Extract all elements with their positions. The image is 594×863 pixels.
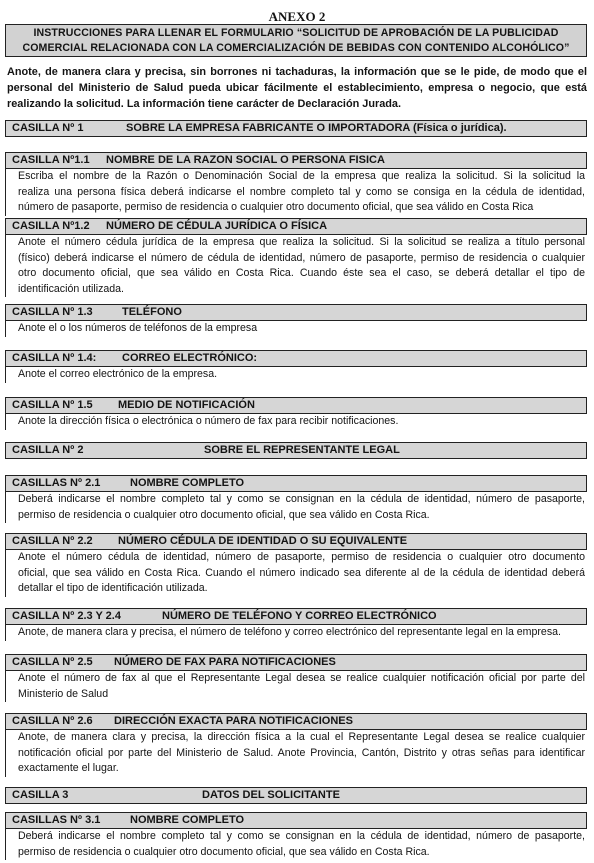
- section-body-casilla-1-1: [5, 169, 587, 216]
- section-heading: MEDIO DE NOTIFICACIÓN: [118, 399, 255, 411]
- body-line: permiso de residencia o cualquier otro documento oficial, que sea válido en Costa Rica.: [18, 845, 430, 858]
- body-line: Anote el o los números de teléfonos de la empresa: [18, 322, 258, 334]
- section-label: CASILLA Nº1.1: [12, 154, 90, 166]
- section-label: CASILLAS Nº 2.1: [12, 477, 101, 489]
- section-label: CASILLA Nº 2.2: [12, 535, 93, 547]
- section-header-casilla-3: [5, 787, 587, 804]
- section-body-casilla-1-2: [5, 235, 587, 297]
- section-heading: TELÉFONO: [122, 306, 182, 318]
- section-heading: NÚMERO DE TELÉFONO Y CORREO ELECTRÓNICO: [162, 610, 437, 622]
- section-heading: NÚMERO CÉDULA DE IDENTIDAD O SU EQUIVALENTE: [118, 535, 408, 547]
- section-header-casilla-1-2: [5, 218, 587, 235]
- section-heading: DATOS DEL SOLICITANTE: [202, 789, 340, 801]
- body-line: permiso de residencia o cualquier otro documento oficial, que sea válido en Costa Rica.: [18, 508, 430, 521]
- section-label: CASILLA Nº 2: [12, 444, 84, 456]
- body-line: detallar el tipo de identificación utilizada.: [18, 582, 208, 594]
- section-heading: NOMBRE DE LA RAZON SOCIAL O PERSONA FISICA: [106, 154, 385, 166]
- section-header-casilla-1-3: [5, 304, 587, 321]
- section-heading: NOMBRE COMPLETO: [130, 477, 245, 489]
- body-line: Deberá indicarse el nombre completo tal y como se consignan en la cédula de identidad, número de pasaporte,: [18, 493, 585, 505]
- section-body-casilla-2-3-2-4: [5, 625, 587, 641]
- body-line: Anote, de manera clara y precisa, el número de teléfono y correo electrónico del representante legal en la empresa.: [18, 626, 561, 638]
- body-line: notificación oficial por parte del Ministerio de Salud. Anote Provincia, Cantón, Distrito y otras señas para identificar: [18, 746, 585, 759]
- section-header-casilla-2-5: [5, 654, 587, 671]
- intro-line: realizando la solicitud. La información tiene carácter de Declaración Jurada.: [7, 98, 402, 110]
- body-line: Anote, de manera clara y precisa, la dirección física a la cual el Representante Legal desea se realice cualquier: [18, 731, 585, 743]
- section-label: CASILLAS Nº 3.1: [12, 814, 101, 826]
- section-body-casilla-1-4: [5, 367, 587, 383]
- section-body-casilla-2-5: [5, 671, 587, 702]
- section-body-casilla-2-2: [5, 550, 587, 597]
- section-label: CASILLA 3: [12, 789, 69, 801]
- body-line: Ministerio de Salud: [18, 687, 109, 700]
- section-header-casilla-1-5: [5, 397, 587, 414]
- section-header-casilla-1-4: [5, 350, 587, 367]
- body-line: oficial, que sea válido en Costa Rica. Cuando el número indicado sea diferente al de la cédula de identidad deberá: [18, 566, 585, 579]
- body-line: realiza una persona física deberá indicarse el nombre completo tal y como se consiga en la cédula de identidad,: [18, 185, 585, 198]
- body-line: Anote el número de fax al que el Representante Legal desea se realice cualquier notificación oficial por parte del: [18, 672, 585, 684]
- section-header-casilla-2-2: [5, 533, 587, 550]
- section-label: CASILLA Nº 1.3: [12, 306, 93, 318]
- body-line: número de pasaporte, permiso de residencia o cualquier otro documento oficial, que sea válido en Costa Rica: [18, 201, 534, 213]
- body-line: identificación utilizada.: [18, 282, 124, 295]
- section-heading: SOBRE EL REPRESENTANTE LEGAL: [204, 444, 400, 456]
- body-line: Anote la dirección física o electrónica o número de fax para recibir notificaciones.: [18, 415, 399, 427]
- section-body-casilla-1-3: [5, 321, 587, 337]
- section-header-casilla-2-3-2-4: [5, 608, 587, 625]
- body-line: Deberá indicarse el nombre completo tal y como se consignan en la cédula de identidad, número de pasaporte,: [18, 830, 585, 842]
- section-header-casilla-2-6: [5, 713, 587, 730]
- section-heading: SOBRE LA EMPRESA FABRICANTE O IMPORTADORA (Física o jurídica).: [126, 122, 507, 134]
- section-heading: CORREO ELECTRÓNICO:: [122, 352, 258, 364]
- section-header-casilla-3-1: [5, 812, 587, 829]
- section-heading: NÚMERO DE CÉDULA JURÍDICA O FÍSICA: [106, 220, 328, 232]
- section-header-casilla-1: [5, 120, 587, 137]
- form-title-line: INSTRUCCIONES PARA LLENAR EL FORMULARIO “SOLICITUD DE APROBACIÓN DE LA PUBLICIDAD: [33, 27, 559, 39]
- section-label: CASILLA Nº 1: [12, 122, 84, 134]
- section-label: CASILLA Nº1.2: [12, 220, 90, 232]
- section-heading: NOMBRE COMPLETO: [130, 814, 245, 826]
- section-label: CASILLA Nº 1.5: [12, 399, 93, 411]
- section-body-casilla-3-1: [5, 829, 587, 860]
- section-body-casilla-1-5: [5, 414, 587, 430]
- section-header-casilla-1-1: [5, 152, 587, 169]
- form-title-line: COMERCIAL RELACIONADA CON LA COMERCIALIZACIÓN DE BEBIDAS CON CONTENIDO ALCOHÓLICO”: [22, 42, 570, 54]
- body-line: exactamente el lugar.: [18, 762, 119, 774]
- intro-line: personal del Ministerio de Salud pueda ubicar fácilmente el establecimiento, empresa o negocio, que está: [7, 82, 587, 94]
- body-line: otro documento oficial, que sea válido en Costa Rica. Cuando éste sea el caso, se deberá detallar el tipo de: [18, 267, 585, 279]
- body-line: Escriba el nombre de la Razón o Denominación Social de la empresa que realiza la solicitud. Si la solicitud la: [18, 170, 585, 182]
- body-line: Anote el número cédula jurídica de la empresa que realiza la solicitud. Si la solicitud se realiza a título personal: [18, 236, 585, 248]
- section-header-casilla-2-1: [5, 475, 587, 492]
- section-body-casilla-2-1: [5, 492, 587, 523]
- section-body-casilla-2-6: [5, 730, 587, 777]
- form-title-box: [5, 24, 587, 57]
- section-label: CASILLA Nº 2.5: [12, 656, 93, 668]
- section-label: CASILLA Nº 1.4:: [12, 352, 97, 364]
- section-header-casilla-2: [5, 442, 587, 459]
- body-line: Anote el número cédula de identidad, número de pasaporte, permiso de residencia o cualquier otro documento: [18, 551, 585, 563]
- section-heading: DIRECCIÓN EXACTA PARA NOTIFICACIONES: [114, 715, 353, 727]
- intro-line: Anote, de manera clara y precisa, sin borrones ni tachaduras, la información que se le pide, de modo que el: [7, 66, 587, 78]
- section-heading: NÚMERO DE FAX PARA NOTIFICACIONES: [114, 656, 336, 668]
- body-line: Anote el correo electrónico de la empresa.: [18, 368, 218, 380]
- annex-title: ANEXO 2: [268, 9, 326, 24]
- intro-paragraph: [7, 64, 587, 112]
- section-label: CASILLA Nº 2.6: [12, 715, 93, 727]
- body-line: (físico) deberá indicarse el número de cédula de identidad, número de pasaporte, permiso de residencia o cualquier: [18, 251, 585, 264]
- section-label: CASILLA Nº 2.3 Y 2.4: [12, 610, 121, 622]
